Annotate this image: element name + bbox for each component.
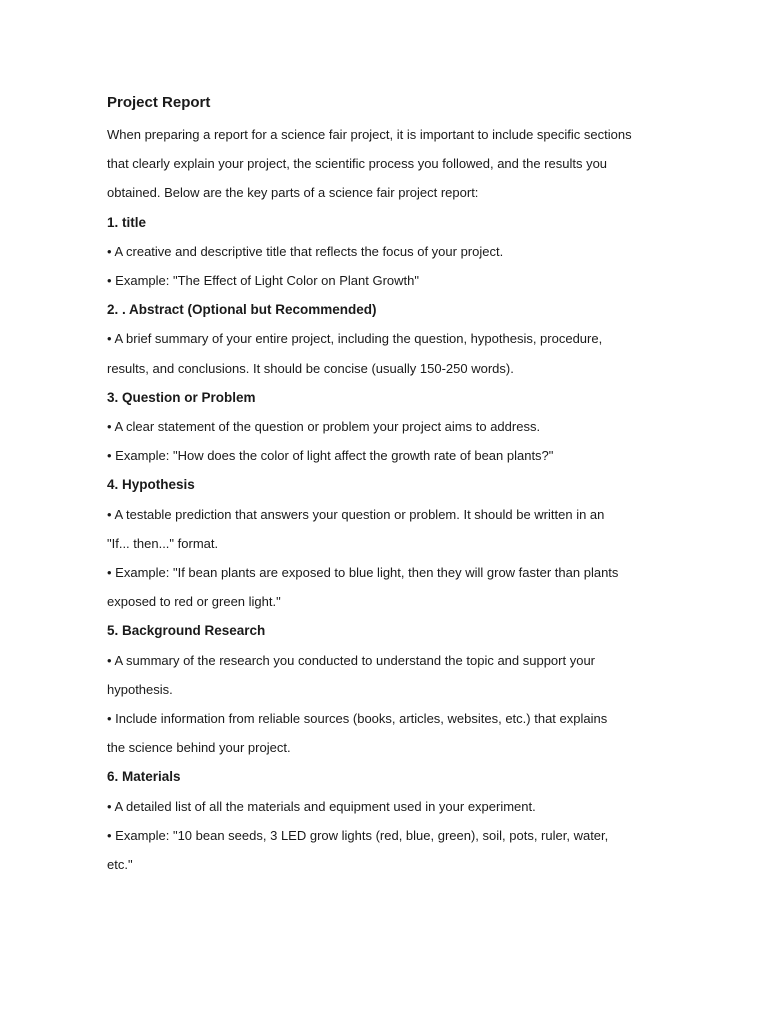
section-question xyxy=(107,383,708,471)
section-body xyxy=(107,792,708,880)
section-body xyxy=(107,500,708,617)
bullet-line: • Example: "How does the color of light affect the growth rate of bean plants?" xyxy=(107,448,554,464)
intro-line: When preparing a report for a science fair project, it is important to include specific sections xyxy=(107,127,632,142)
intro-line: that clearly explain your project, the scientific process you followed, and the results you xyxy=(107,156,608,172)
section-background-research xyxy=(107,616,708,762)
section-heading: 5. Background Research xyxy=(107,623,266,639)
document-title: Project Report xyxy=(107,94,211,111)
section-hypothesis xyxy=(107,470,708,616)
bullet-line: • A detailed list of all the materials and equipment used in your experiment. xyxy=(107,798,536,814)
intro-paragraph xyxy=(107,120,708,208)
section-body xyxy=(107,646,708,763)
bullet-line: • A summary of the research you conducted to understand the topic and support your xyxy=(107,652,596,668)
section-heading: 3. Question or Problem xyxy=(107,389,256,405)
bullet-line: the science behind your project. xyxy=(107,740,291,756)
section-title xyxy=(107,208,708,296)
section-body xyxy=(107,324,708,382)
bullet-line: • Include information from reliable sources (books, articles, websites, etc.) that explains xyxy=(107,711,608,727)
section-body xyxy=(107,237,708,295)
bullet-line: etc." xyxy=(107,857,133,873)
bullet-line: • A clear statement of the question or problem your project aims to address. xyxy=(107,419,541,435)
bullet-line: results, and conclusions. It should be concise (usually 150-250 words). xyxy=(107,360,514,376)
bullet-line: • Example: "10 bean seeds, 3 LED grow lights (red, blue, green), soil, pots, ruler, water, xyxy=(107,827,609,843)
bullet-line: • Example: "If bean plants are exposed to blue light, then they will grow faster than plants xyxy=(107,565,619,581)
section-abstract xyxy=(107,295,708,383)
bullet-line: exposed to red or green light." xyxy=(107,594,281,610)
bullet-line: • A creative and descriptive title that reflects the focus of your project. xyxy=(107,243,504,259)
section-body xyxy=(107,412,708,470)
bullet-line: • A testable prediction that answers your question or problem. It should be written in an xyxy=(107,506,605,522)
bullet-line: • A brief summary of your entire project, including the question, hypothesis, procedure, xyxy=(107,331,603,347)
intro-line: obtained. Below are the key parts of a science fair project report: xyxy=(107,185,479,201)
section-heading: 6. Materials xyxy=(107,769,181,785)
bullet-line: "If... then..." format. xyxy=(107,535,219,551)
bullet-line: • Example: "The Effect of Light Color on Plant Growth" xyxy=(107,273,419,289)
section-heading: 2. . Abstract (Optional but Recommended) xyxy=(107,302,377,318)
section-heading: 4. Hypothesis xyxy=(107,477,195,493)
section-heading: 1. title xyxy=(107,214,147,230)
section-materials xyxy=(107,762,708,879)
bullet-line: hypothesis. xyxy=(107,681,173,697)
